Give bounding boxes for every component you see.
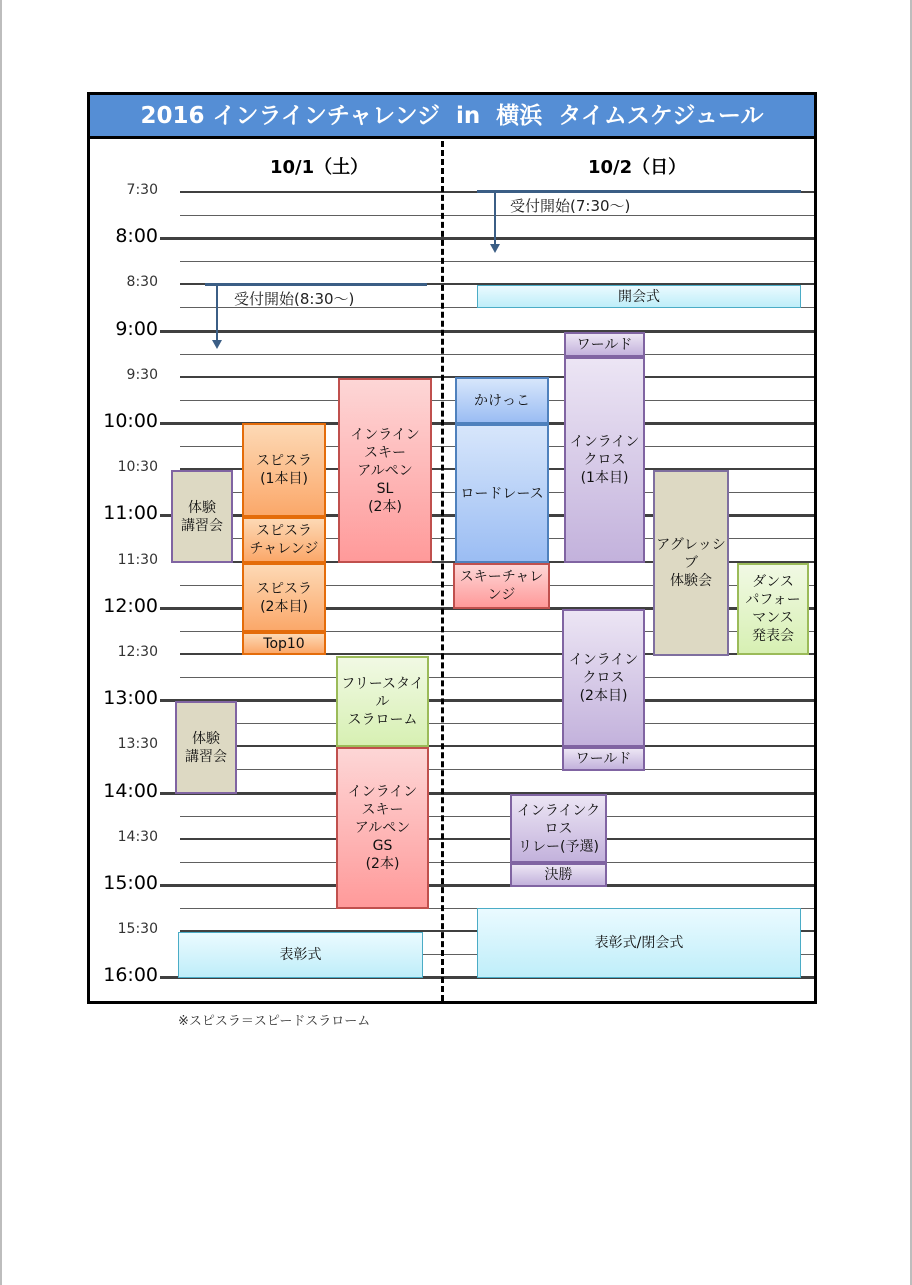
time-label: 15:00 [103, 872, 158, 894]
event-ski-challenge: スキーチャレンジ [453, 563, 550, 609]
quarter-line [180, 723, 814, 724]
time-line [160, 699, 814, 702]
event-spisura-challenge: スピスラ チャレンジ [242, 517, 326, 563]
time-label: 15:30 [117, 921, 158, 937]
event-spisura-2: スピスラ (2本目) [242, 563, 326, 632]
arrow-down-icon [212, 340, 222, 349]
time-line [180, 838, 814, 840]
time-label: 12:00 [103, 595, 158, 617]
time-line [180, 745, 814, 747]
time-label: 11:30 [117, 552, 158, 568]
event-relay: インラインクロス リレー(予選) [510, 794, 607, 863]
time-label: 14:30 [117, 829, 158, 845]
event-world-1: ワールド [564, 332, 645, 357]
event-award-closing: 表彰式/閉会式 [477, 908, 801, 978]
time-label: 14:00 [103, 780, 158, 802]
time-label: 16:00 [103, 964, 158, 986]
quarter-line [180, 677, 814, 678]
event-taiken-1: 体験 講習会 [171, 470, 233, 563]
time-line [160, 792, 814, 795]
time-label: 13:00 [103, 687, 158, 709]
time-label: 7:30 [126, 182, 158, 198]
event-road-race: ロードレース [455, 424, 549, 563]
time-label: 9:00 [115, 318, 158, 340]
page-edge [0, 0, 2, 1285]
footnote: ※スピスラ＝スピードスラローム [178, 1014, 371, 1029]
day2-header: 10/2（日） [588, 157, 687, 178]
event-taiken-2: 体験 講習会 [175, 701, 237, 794]
time-label: 8:30 [126, 274, 158, 290]
time-label: 11:00 [103, 502, 158, 524]
time-label: 10:00 [103, 410, 158, 432]
time-label: 13:30 [117, 736, 158, 752]
quarter-line [180, 769, 814, 770]
time-line [160, 237, 814, 240]
day-divider [441, 141, 444, 1001]
quarter-line [180, 354, 814, 355]
event-award: 表彰式 [178, 932, 423, 978]
reception-label-day1: 受付開始(8:30～) [234, 290, 355, 308]
arrow-down-icon [490, 244, 500, 253]
schedule-title: 2016 インラインチャレンジ in 横浜 タイムスケジュール [90, 95, 814, 139]
reception-line-day1 [205, 283, 427, 286]
reception-stem-day2 [494, 191, 496, 244]
time-line [160, 884, 814, 887]
reception-label-day2: 受付開始(7:30～) [510, 197, 631, 215]
event-spisura-1: スピスラ (1本目) [242, 423, 326, 517]
day1-header: 10/1（土） [270, 157, 369, 178]
time-label: 12:30 [117, 644, 158, 660]
event-cross-2: インライン クロス (2本目) [562, 609, 645, 747]
event-kakekko: かけっこ [455, 377, 549, 424]
time-label: 8:00 [115, 225, 158, 247]
event-cross-1: インライン クロス (1本目) [564, 357, 645, 563]
event-world-2: ワールド [562, 747, 645, 771]
time-label: 9:30 [126, 367, 158, 383]
event-alpine-sl: インライン スキー アルペン SL (2本) [338, 378, 432, 563]
quarter-line [180, 816, 814, 817]
event-freestyle: フリースタイル スラローム [336, 656, 429, 747]
event-opening: 開会式 [477, 285, 801, 308]
reception-stem-day1 [216, 284, 218, 340]
event-aggressive: アグレッシブ 体験会 [653, 470, 729, 656]
time-label: 10:30 [117, 459, 158, 475]
event-top10: Top10 [242, 632, 326, 655]
quarter-line [180, 862, 814, 863]
reception-line-day2 [477, 190, 801, 193]
event-dance: ダンス パフォー マンス 発表会 [737, 563, 809, 655]
quarter-line [180, 215, 814, 216]
event-final: 決勝 [510, 863, 607, 887]
quarter-line [180, 261, 814, 262]
time-line [160, 330, 814, 333]
event-alpine-gs: インライン スキー アルペン GS (2本) [336, 747, 429, 909]
